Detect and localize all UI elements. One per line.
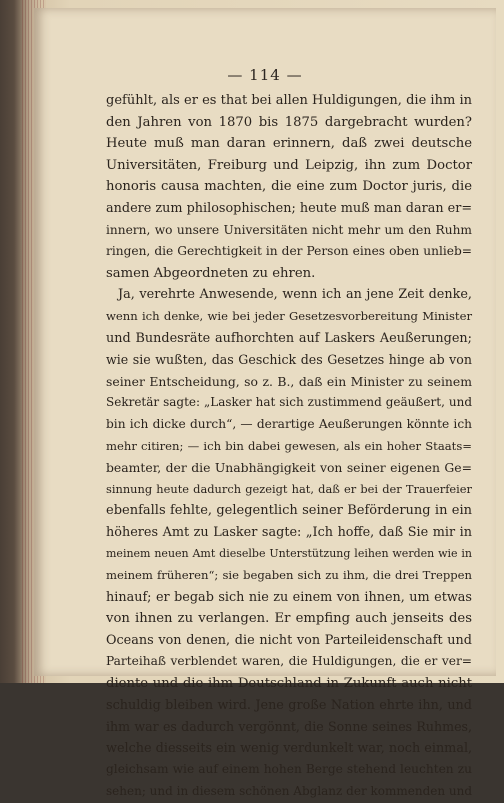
text-line: gefühlt, als er es that bei allen Huldigungen, die ihm in: [106, 93, 472, 108]
text-line: wenn ich denke, wie bei jeder Gesetzesvorbereitung Minister: [106, 308, 472, 323]
text-line: innern, wo unsere Universitäten nicht mehr um den Ruhm: [106, 222, 472, 237]
text-line: sinnung heute dadurch gezeigt hat, daß er bei der Trauerfeier: [106, 481, 472, 496]
text-line: ringen, die Gerechtigkeit in der Person eines oben unlieb=: [106, 244, 472, 259]
page-number-header: — 114 —: [227, 66, 303, 84]
text-line: andere zum philosophischen; heute muß man daran er=: [106, 200, 473, 216]
text-line: diente und die ihm Deutschland in Zukunft auch nicht: [106, 676, 472, 692]
text-line: beamter, der die Unabhängigkeit von seiner eigenen Ge=: [106, 460, 472, 476]
text-line: samen Abgeordneten zu ehren.: [106, 265, 316, 281]
text-line: sehen; und in diesem schönen Abglanz der kommenden und: [106, 784, 473, 798]
text-line: honoris causa machten, die eine zum Doctor juris, die: [106, 179, 472, 195]
text-line: Heute muß man daran erinnern, daß zwei deutsche: [106, 136, 472, 152]
text-line: Parteihaß verblendet waren, die Huldigungen, die er ver=: [106, 654, 472, 669]
text-line: und Bundesräte aufhorchten auf Laskers Aeußerungen;: [106, 330, 472, 346]
body-text: [106, 90, 472, 803]
text-line: den Jahren von 1870 bis 1875 dargebracht wurden?: [106, 114, 472, 130]
text-line: Sekretär sagte: „Lasker hat sich zustimmend geäußert, und: [106, 395, 472, 410]
text-line: schuldig bleiben wird. Jene große Nation ehrte ihn, und: [106, 697, 472, 713]
text-line: meinem neuen Amt dieselbe Unterstützung leihen werden wie in: [106, 547, 472, 561]
text-line: höheres Amt zu Lasker sagte: „Ich hoffe, daß Sie mir in: [106, 524, 472, 540]
text-line: ihm war es dadurch vergönnt, die Sonne seines Ruhmes,: [106, 719, 472, 735]
text-line: bin ich dicke durch“, — derartige Aeußerungen könnte ich: [106, 416, 472, 431]
text-line: gleichsam wie auf einem hohen Berge stehend leuchten zu: [106, 762, 472, 777]
text-line: meinem früheren“; sie begaben sich zu ihm, die drei Treppen: [106, 568, 472, 583]
text-line: Ja, verehrte Anwesende, wenn ich an jene Zeit denke,: [118, 287, 472, 303]
text-line: von ihnen zu verlangen. Er empfing auch jenseits des: [106, 611, 472, 627]
text-line: hinauf; er begab sich nie zu einem von ihnen, um etwas: [106, 589, 472, 605]
text-line: Universitäten, Freiburg und Leipzig, ihn zum Doctor: [106, 157, 472, 173]
text-line: ebenfalls fehlte, gelegentlich seiner Beförderung in ein: [106, 503, 472, 519]
text-line: seiner Entscheidung, so z. B., daß ein Minister zu seinem: [106, 373, 472, 389]
text-line: welche diesseits ein wenig verdunkelt war, noch einmal,: [106, 740, 473, 756]
text-line: Oceans von denen, die nicht von Parteileidenschaft und: [106, 632, 472, 648]
text-line: wie sie wußten, das Geschick des Gesetzes hinge ab von: [106, 352, 472, 368]
text-line: mehr citiren; — ich bin dabei gewesen, als ein hoher Staats=: [106, 438, 472, 453]
